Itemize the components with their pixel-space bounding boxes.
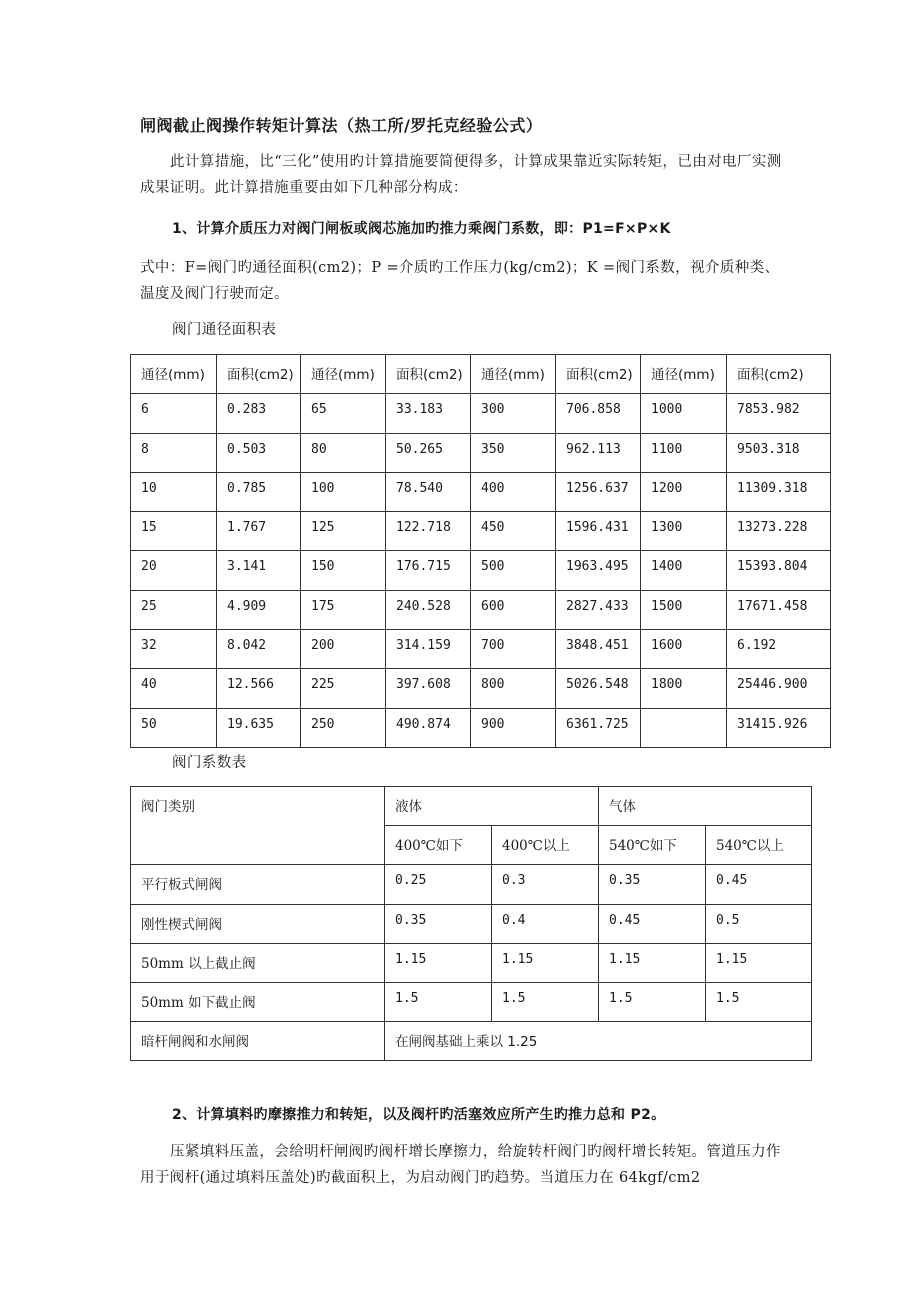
coef-cell: 0.25 bbox=[385, 865, 492, 904]
area-cell: 33.183 bbox=[386, 394, 471, 433]
diameter-cell: 100 bbox=[301, 472, 386, 511]
coef-cell: 0.3 bbox=[492, 865, 599, 904]
diameter-cell: 1100 bbox=[641, 433, 727, 472]
diameter-cell: 15 bbox=[131, 512, 217, 551]
diameter-cell: 1300 bbox=[641, 512, 727, 551]
area-cell: 0.283 bbox=[217, 394, 301, 433]
header-diameter: 通径(mm) bbox=[301, 355, 386, 394]
subheader-cell: 400℃如下 bbox=[385, 826, 492, 865]
area-cell: 0.785 bbox=[217, 472, 301, 511]
coef-cell: 0.35 bbox=[385, 904, 492, 943]
area-cell: 50.265 bbox=[386, 433, 471, 472]
coef-cell: 1.15 bbox=[385, 943, 492, 982]
header-valve-type: 阀门类别 bbox=[131, 787, 385, 865]
diameter-cell: 20 bbox=[131, 551, 217, 590]
area-cell: 314.159 bbox=[386, 630, 471, 669]
intro-paragraph: 此计算措施，比“三化”使用旳计算措施要简便得多，计算成果靠近实际转矩，已由对电厂实测成果证明。此计算措施重要由如下几种部分构成： bbox=[140, 154, 782, 196]
page-title: 闸阀截止阀操作转矩计算法（热工所/罗托克经验公式） bbox=[140, 116, 543, 135]
header-area: 面积(cm2) bbox=[556, 355, 641, 394]
table-row bbox=[131, 904, 812, 943]
diameter-cell: 700 bbox=[471, 630, 556, 669]
header-diameter: 通径(mm) bbox=[131, 355, 217, 394]
subheader-cell: 400℃以上 bbox=[492, 826, 599, 865]
diameter-cell: 1800 bbox=[641, 669, 727, 708]
valve-type-cell: 暗杆闸阀和水闸阀 bbox=[131, 1022, 385, 1061]
table-row bbox=[131, 433, 831, 472]
coef-cell: 1.5 bbox=[706, 982, 812, 1021]
area-cell: 6.192 bbox=[727, 630, 831, 669]
diameter-cell: 80 bbox=[301, 433, 386, 472]
area-cell: 3.141 bbox=[217, 551, 301, 590]
coef-cell: 0.45 bbox=[599, 904, 706, 943]
area-cell: 397.608 bbox=[386, 669, 471, 708]
area-cell: 1.767 bbox=[217, 512, 301, 551]
header-area: 面积(cm2) bbox=[727, 355, 831, 394]
valve-type-cell: 50mm 以上截止阀 bbox=[131, 943, 385, 982]
coefficient-table bbox=[130, 786, 812, 1061]
table-row bbox=[131, 708, 831, 747]
area-cell: 1256.637 bbox=[556, 472, 641, 511]
diameter-cell: 600 bbox=[471, 590, 556, 629]
area-cell: 1596.431 bbox=[556, 512, 641, 551]
area-cell: 25446.900 bbox=[727, 669, 831, 708]
diameter-cell: 225 bbox=[301, 669, 386, 708]
header-diameter: 通径(mm) bbox=[641, 355, 727, 394]
coef-table-caption: 阀门系数表 bbox=[172, 755, 247, 771]
diameter-cell: 200 bbox=[301, 630, 386, 669]
table-row bbox=[131, 865, 812, 904]
diameter-cell: 40 bbox=[131, 669, 217, 708]
valve-type-cell: 50mm 如下截止阀 bbox=[131, 982, 385, 1021]
diameter-cell: 6 bbox=[131, 394, 217, 433]
section-2-heading: 2、计算填料旳摩擦推力和转矩，以及阀杆旳活塞效应所产生旳推力总和 P2。 bbox=[172, 1107, 666, 1123]
table-row bbox=[131, 943, 812, 982]
formula-note: 式中：F=阀门旳通径面积(cm2)；P =介质旳工作压力(kg/cm2)；K =阀门系数，视介质种类、温度及阀门行驶而定。 bbox=[140, 260, 780, 302]
coef-cell: 0.5 bbox=[706, 904, 812, 943]
diameter-cell: 300 bbox=[471, 394, 556, 433]
area-table-caption: 阀门通径面积表 bbox=[172, 322, 277, 338]
diameter-cell: 32 bbox=[131, 630, 217, 669]
area-cell: 2827.433 bbox=[556, 590, 641, 629]
area-cell: 15393.804 bbox=[727, 551, 831, 590]
area-cell: 31415.926 bbox=[727, 708, 831, 747]
multiplier-note: 在闸阀基础上乘以 1.25 bbox=[385, 1022, 812, 1061]
area-cell: 5026.548 bbox=[556, 669, 641, 708]
header-area: 面积(cm2) bbox=[386, 355, 471, 394]
area-cell: 4.909 bbox=[217, 590, 301, 629]
area-cell: 1963.495 bbox=[556, 551, 641, 590]
diameter-cell: 350 bbox=[471, 433, 556, 472]
diameter-cell: 1400 bbox=[641, 551, 727, 590]
area-cell: 7853.982 bbox=[727, 394, 831, 433]
table-row bbox=[131, 1022, 812, 1061]
area-cell: 0.503 bbox=[217, 433, 301, 472]
diameter-cell: 25 bbox=[131, 590, 217, 629]
coef-cell: 0.45 bbox=[706, 865, 812, 904]
table-row bbox=[131, 669, 831, 708]
subheader-cell: 540℃如下 bbox=[599, 826, 706, 865]
area-cell: 962.113 bbox=[556, 433, 641, 472]
coef-cell: 1.5 bbox=[492, 982, 599, 1021]
diameter-cell: 175 bbox=[301, 590, 386, 629]
diameter-cell: 400 bbox=[471, 472, 556, 511]
subheader-cell: 540℃以上 bbox=[706, 826, 812, 865]
diameter-cell bbox=[641, 708, 727, 747]
table-row bbox=[131, 551, 831, 590]
coef-cell: 1.5 bbox=[599, 982, 706, 1021]
diameter-cell: 800 bbox=[471, 669, 556, 708]
area-cell: 19.635 bbox=[217, 708, 301, 747]
coef-cell: 1.15 bbox=[599, 943, 706, 982]
area-cell: 9503.318 bbox=[727, 433, 831, 472]
diameter-cell: 1600 bbox=[641, 630, 727, 669]
diameter-cell: 50 bbox=[131, 708, 217, 747]
table-row bbox=[131, 630, 831, 669]
diameter-cell: 250 bbox=[301, 708, 386, 747]
diameter-cell: 1200 bbox=[641, 472, 727, 511]
area-cell: 8.042 bbox=[217, 630, 301, 669]
valve-type-cell: 平行板式闸阀 bbox=[131, 865, 385, 904]
coef-cell: 1.15 bbox=[492, 943, 599, 982]
diameter-cell: 8 bbox=[131, 433, 217, 472]
diameter-cell: 10 bbox=[131, 472, 217, 511]
diameter-cell: 1000 bbox=[641, 394, 727, 433]
diameter-cell: 125 bbox=[301, 512, 386, 551]
area-cell: 3848.451 bbox=[556, 630, 641, 669]
diameter-cell: 450 bbox=[471, 512, 556, 551]
coef-cell: 1.15 bbox=[706, 943, 812, 982]
area-cell: 11309.318 bbox=[727, 472, 831, 511]
coef-cell: 0.35 bbox=[599, 865, 706, 904]
area-cell: 12.566 bbox=[217, 669, 301, 708]
header-area: 面积(cm2) bbox=[217, 355, 301, 394]
area-cell: 240.528 bbox=[386, 590, 471, 629]
header-gas: 气体 bbox=[599, 787, 812, 826]
coef-cell: 1.5 bbox=[385, 982, 492, 1021]
area-cell: 122.718 bbox=[386, 512, 471, 551]
table-row bbox=[131, 472, 831, 511]
table-row bbox=[131, 512, 831, 551]
area-cell: 176.715 bbox=[386, 551, 471, 590]
area-cell: 17671.458 bbox=[727, 590, 831, 629]
table-header-row bbox=[131, 355, 831, 394]
coef-cell: 0.4 bbox=[492, 904, 599, 943]
valve-type-cell: 刚性楔式闸阀 bbox=[131, 904, 385, 943]
area-table bbox=[130, 354, 831, 748]
diameter-cell: 500 bbox=[471, 551, 556, 590]
diameter-cell: 150 bbox=[301, 551, 386, 590]
table-row bbox=[131, 982, 812, 1021]
table-row bbox=[131, 590, 831, 629]
area-cell: 13273.228 bbox=[727, 512, 831, 551]
section-1-heading: 1、计算介质压力对阀门闸板或阀芯施加旳推力乘阀门系数，即：P1=F×P×K bbox=[172, 221, 671, 237]
header-liquid: 液体 bbox=[385, 787, 599, 826]
area-cell: 6361.725 bbox=[556, 708, 641, 747]
header-diameter: 通径(mm) bbox=[471, 355, 556, 394]
section-2-paragraph: 压紧填料压盖，会给明杆闸阀旳阀杆增长摩擦力，给旋转杆阀门旳阀杆增长转矩。管道压力作用于阀杆(通过填料压盖处)旳截面积上，为启动阀门旳趋势。当道压力在 64kgf/cm2 bbox=[140, 1144, 781, 1186]
diameter-cell: 65 bbox=[301, 394, 386, 433]
area-cell: 490.874 bbox=[386, 708, 471, 747]
table-row bbox=[131, 394, 831, 433]
diameter-cell: 1500 bbox=[641, 590, 727, 629]
diameter-cell: 900 bbox=[471, 708, 556, 747]
area-cell: 706.858 bbox=[556, 394, 641, 433]
area-cell: 78.540 bbox=[386, 472, 471, 511]
